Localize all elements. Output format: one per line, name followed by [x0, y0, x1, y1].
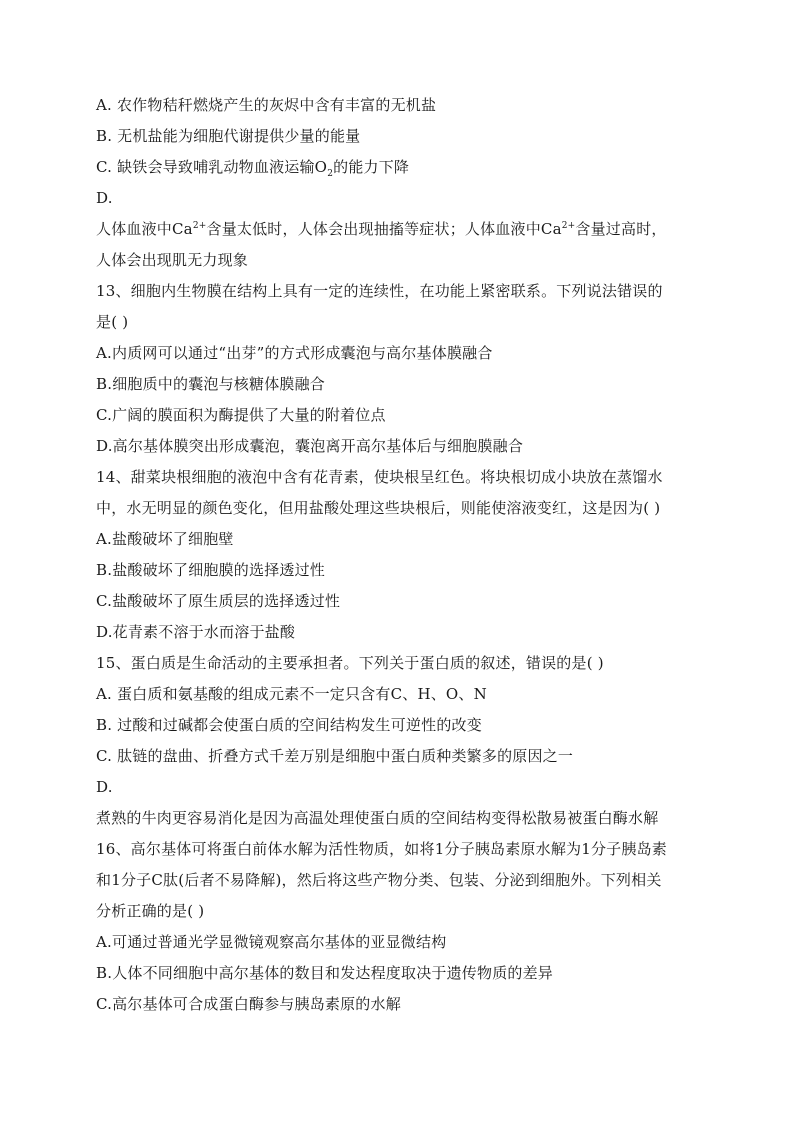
q13-option-a: A.内质网可以通过“出芽”的方式形成囊泡与高尔基体膜融合: [96, 344, 493, 362]
q12-option-a: A. 农作物秸秆燃烧产生的灰烬中含有丰富的无机盐: [96, 96, 437, 114]
q14-option-c: C.盐酸破坏了原生质层的选择透过性: [96, 592, 341, 610]
q12-option-b: B. 无机盐能为细胞代谢提供少量的能量: [96, 127, 361, 145]
q12-option-d-label: D.: [96, 189, 113, 207]
q16-stem-line1: 16、高尔基体可将蛋白前体水解为活性物质，如将1分子胰岛素原水解为1分子胰岛素: [96, 840, 667, 858]
exam-page: [96, 90, 706, 1020]
q12-option-d-text-line2: 人体会出现肌无力现象: [96, 251, 249, 269]
q15-option-a: A. 蛋白质和氨基酸的组成元素不一定只含有C、H、O、N: [96, 685, 487, 703]
q13-option-b: B.细胞质中的囊泡与核糖体膜融合: [96, 375, 325, 393]
q16-option-c: C.高尔基体可合成蛋白酶参与胰岛素原的水解: [96, 995, 401, 1013]
q15-stem: 15、蛋白质是生命活动的主要承担者。下列关于蛋白质的叙述，错误的是( ): [96, 654, 604, 672]
q15-option-d-text: 煮熟的牛肉更容易消化是因为高温处理使蛋白质的空间结构变得松散易被蛋白酶水解: [96, 809, 659, 827]
q12-option-c: C. 缺铁会导致哺乳动物血液运输$O_2$的能力下降: [96, 158, 410, 179]
q15-option-b: B. 过酸和过碱都会使蛋白质的空间结构发生可逆性的改变: [96, 716, 482, 734]
q14-option-b: B.盐酸破坏了细胞膜的选择透过性: [96, 561, 325, 579]
q16-option-b: B.人体不同细胞中高尔基体的数目和发达程度取决于遗传物质的差异: [96, 964, 553, 982]
q16-stem-line2: 和1分子C肽(后者不易降解)，然后将这些产物分类、包装、分泌到细胞外。下列相关: [96, 871, 662, 889]
q16-option-a: A.可通过普通光学显微镜观察高尔基体的亚显微结构: [96, 933, 447, 951]
q13-option-d: D.高尔基体膜突出形成囊泡，囊泡离开高尔基体后与细胞膜融合: [96, 437, 524, 455]
q15-option-d-label: D.: [96, 778, 113, 796]
q15-option-c: C. 肽链的盘曲、折叠方式千差万别是细胞中蛋白质种类繁多的原因之一: [96, 747, 574, 765]
q13-stem-line2: 是( ): [96, 313, 129, 331]
q14-option-d: D.花青素不溶于水而溶于盐酸: [96, 623, 296, 641]
q16-stem-line3: 分析正确的是( ): [96, 902, 205, 920]
q14-stem-line2: 中，水无明显的颜色变化，但用盐酸处理这些块根后，则能使溶液变红，这是因为( ): [96, 499, 661, 517]
q14-option-a: A.盐酸破坏了细胞壁: [96, 530, 234, 548]
q13-option-c: C.广阔的膜面积为酶提供了大量的附着位点: [96, 406, 386, 424]
q13-stem-line1: 13、细胞内生物膜在结构上具有一定的连续性，在功能上紧密联系。下列说法错误的: [96, 282, 663, 300]
q12-option-d-text-line1: 人体血液中$Ca^{2+}$含量太低时，人体会出现抽搐等症状；人体血液中$Ca^{2+}$含量过高时，: [96, 220, 667, 238]
q14-stem-line1: 14、甜菜块根细胞的液泡中含有花青素，使块根呈红色。将块根切成小块放在蒸馏水: [96, 468, 663, 486]
